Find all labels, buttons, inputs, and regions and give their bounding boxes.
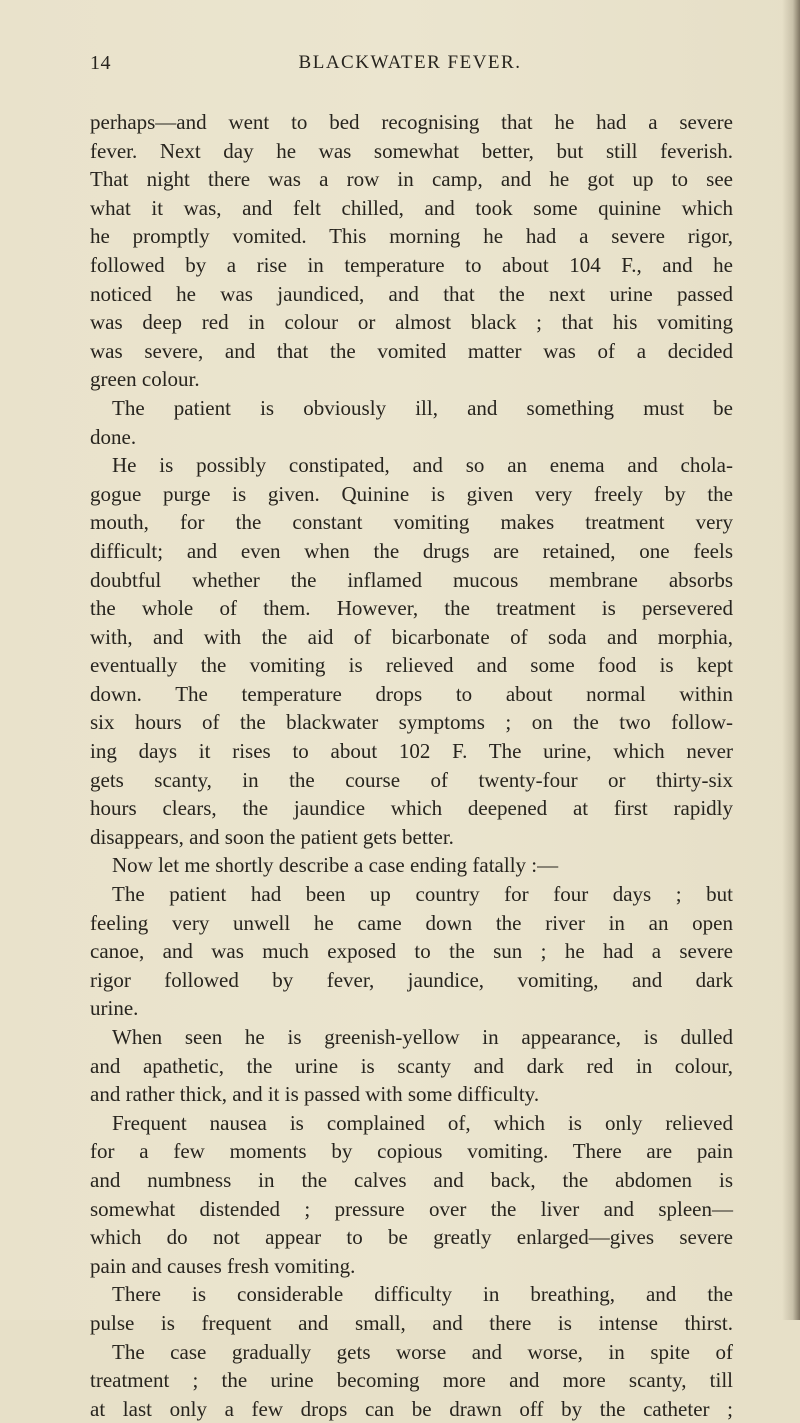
- text-line: difficult; and even when the drugs are retained, one feels: [90, 538, 733, 563]
- text-line: rigor followed by fever, jaundice, vomiting, and dark: [90, 967, 733, 992]
- page-header: [90, 52, 730, 82]
- text-line: at last only a few drops can be drawn off by the catheter ;: [90, 1396, 733, 1421]
- text-line: The case gradually gets worse and worse, in spite of: [112, 1339, 733, 1364]
- running-title: BLACKWATER FEVER.: [298, 52, 522, 73]
- text-line: mouth, for the constant vomiting makes treatment very: [90, 510, 733, 535]
- text-line: treatment ; the urine becoming more and more scanty, till: [90, 1368, 733, 1393]
- text-line: ing days it rises to about 102 F. The urine, which never: [90, 739, 733, 764]
- text-line: When seen he is greenish-yellow in appearance, is dulled: [112, 1025, 733, 1049]
- text-line: Now let me shortly describe a case ending fatally :—: [112, 853, 559, 878]
- text-line: with, and with the aid of bicarbonate of soda and morphia,: [90, 624, 733, 649]
- text-line: gets scanty, in the course of twenty-four or thirty-six: [90, 767, 733, 792]
- text-line: was deep red in colour or almost black ; that his vomiting: [90, 310, 733, 335]
- text-line: canoe, and was much exposed to the sun ; he had a severe: [90, 939, 733, 964]
- text-line: done.: [90, 424, 137, 449]
- text-line: hours clears, the jaundice which deepened at first rapidly: [90, 796, 733, 821]
- text-line: That night there was a row in camp, and he got up to see: [90, 167, 733, 192]
- text-line: green colour.: [90, 367, 200, 392]
- text-line: gogue purge is given. Quinine is given very freely by the: [90, 481, 733, 506]
- text-line: six hours of the blackwater symptoms ; on the two follow-: [90, 710, 733, 735]
- text-line: perhaps—and went to bed recognising that he had a severe: [90, 110, 733, 134]
- text-line: The patient had been up country for four days ; but: [112, 882, 733, 907]
- text-line: and rather thick, and it is passed with some difficulty.: [90, 1082, 540, 1107]
- text-line: pulse is frequent and small, and there is intense thirst.: [90, 1310, 733, 1335]
- page-edge-shadow: [782, 0, 800, 1320]
- text-line: doubtful whether the inflamed mucous membrane absorbs: [90, 567, 733, 592]
- text-line: for a few moments by copious vomiting. There are pain: [90, 1139, 733, 1164]
- text-line: followed by a rise in temperature to about 104 F., and he: [90, 252, 733, 277]
- text-line: and numbness in the calves and back, the abdomen is: [90, 1167, 733, 1192]
- text-line: and apathetic, the urine is scanty and dark red in colour,: [90, 1053, 733, 1078]
- text-line: down. The temperature drops to about normal within: [90, 681, 733, 706]
- text-line: was severe, and that the vomited matter was of a decided: [90, 338, 733, 363]
- text-line: He is possibly constipated, and so an enema and chola-: [112, 453, 733, 478]
- text-line: urine.: [90, 996, 139, 1021]
- text-line: There is considerable difficulty in breathing, and the: [112, 1282, 733, 1307]
- text-line: the whole of them. However, the treatment is persevered: [90, 596, 733, 621]
- text-line: fever. Next day he was somewhat better, but still feverish.: [90, 138, 733, 163]
- page-number: 14: [90, 52, 111, 74]
- text-line: pain and causes fresh vomiting.: [90, 1253, 356, 1278]
- text-line: The patient is obviously ill, and something must be: [112, 395, 733, 420]
- text-line: somewhat distended ; pressure over the liver and spleen—: [90, 1196, 733, 1221]
- text-line: noticed he was jaundiced, and that the next urine passed: [90, 281, 733, 306]
- text-line: eventually the vomiting is relieved and some food is kept: [90, 653, 733, 678]
- body-text: [90, 108, 733, 1423]
- text-line: what it was, and felt chilled, and took some quinine which: [90, 195, 733, 220]
- text-line: Frequent nausea is complained of, which is only relieved: [112, 1110, 733, 1135]
- text-line: he promptly vomited. This morning he had a severe rigor,: [90, 224, 733, 249]
- text-line: which do not appear to be greatly enlarged—gives severe: [90, 1225, 733, 1250]
- text-line: disappears, and soon the patient gets better.: [90, 824, 454, 849]
- text-line: feeling very unwell he came down the river in an open: [90, 910, 733, 935]
